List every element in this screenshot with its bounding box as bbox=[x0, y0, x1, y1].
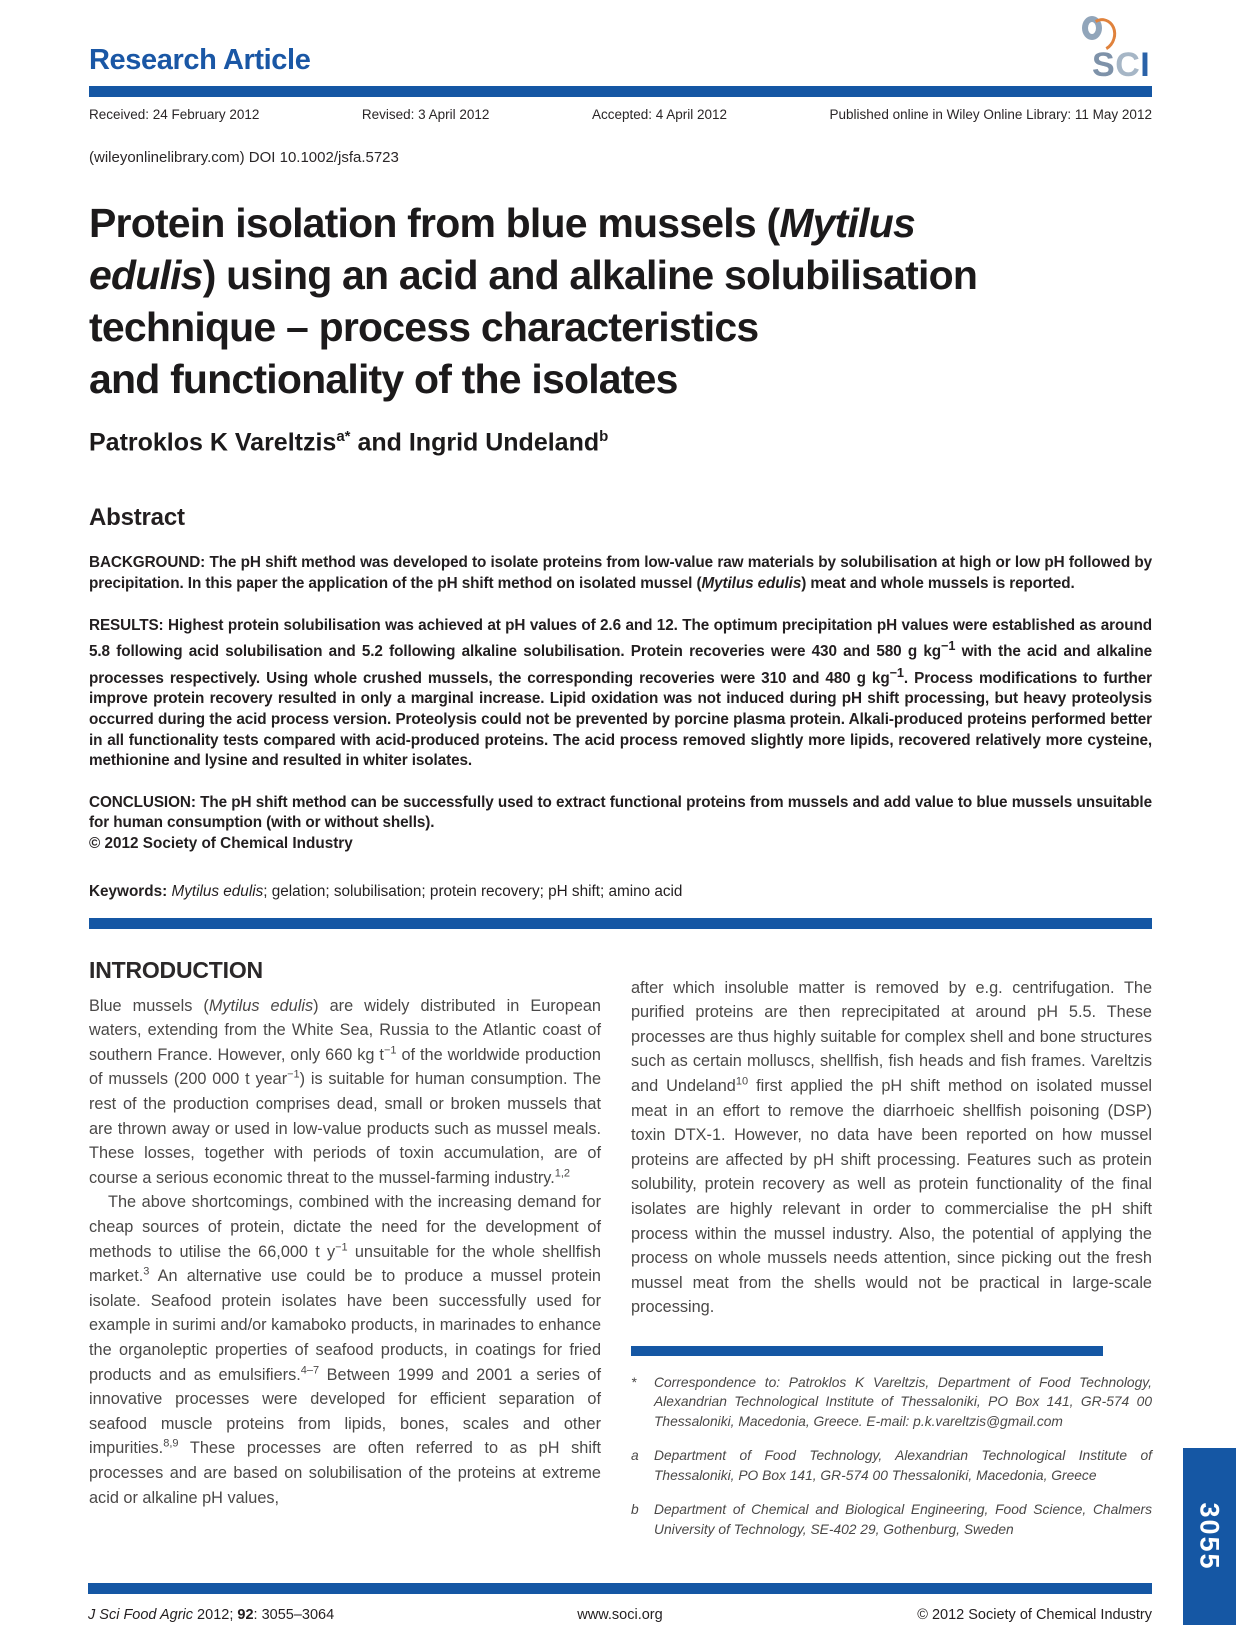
footer-row bbox=[88, 1607, 1152, 1623]
page-number: 3055 bbox=[1195, 1502, 1226, 1571]
body-columns bbox=[89, 957, 1152, 1555]
header-rule bbox=[89, 86, 1152, 97]
society-url: www.soci.org bbox=[577, 1607, 663, 1623]
footnote-rule bbox=[631, 1346, 1103, 1356]
accepted-date: Accepted: 4 April 2012 bbox=[591, 107, 728, 122]
footnote-marker: a bbox=[631, 1448, 639, 1464]
journal-citation: J Sci Food Agric 2012; 92: 3055–3064 bbox=[88, 1607, 335, 1623]
sci-logo-letter-s: S bbox=[1092, 46, 1116, 84]
footer-rule bbox=[88, 1583, 1152, 1594]
page-header bbox=[89, 0, 1152, 84]
authors-line: Patroklos K Vareltzis$^{a*}$ and Ingrid Undeland$^b$ bbox=[89, 428, 609, 457]
footnote-affiliation-a bbox=[631, 1446, 1152, 1485]
footnote-text: Correspondence to: Patroklos K Vareltzis, Department of Food Technology, Alexandrian Technological Institute of Thessaloniki, PO Box 141, GR-574 00 Thessaloniki, Macedonia, Greece. E-mail: p.k.vareltzis@gmail.com bbox=[654, 1374, 1152, 1429]
intro-paragraph-3: after which insoluble matter is removed by e.g. centrifugation. The purified proteins are then reprecipitated at around pH 5.5. These processes are thus highly suitable for complex shell and bone structures such as certain molluscs, shellfish, fish heads and fish frames. Vareltzis and Undeland$^{10}$ first applied the pH shift method on isolated mussel meat in an effort to remove the diarrhoeic shellfish poisoning (DSP) toxin DTX-1. However, no data have been reported on how mussel proteins are affected by pH shift processing. Features such as protein solubility, protein recovery as well as protein functionality of the final isolates are highly relevant in order to commercialise the pH shift process within the mussel industry. Also, the potential of applying the process on whole mussels needs attention, since picking out the fresh mussel meat from the shells would not be practical in large-scale processing. bbox=[631, 978, 1152, 1317]
intro-paragraph-1: Blue mussels (Mytilus edulis) are widely distributed in European waters, extending from the White Sea, Russia to the Atlantic coast of southern France. However, only 660 kg $t^{-1}$ of the worldwide production of mussels (200 000 t year$^{-1}$) is suitable for human consumption. The rest of the production comprises dead, small or broken mussels that are thrown away or used in low-value products such as mussel meals. These losses, together with periods of toxin accumulation, are of course a serious economic threat to the mussel-farming industry.$^{1,2}$ bbox=[89, 996, 601, 1187]
abstract-conclusion: CONCLUSION: The pH shift method can be successfully used to extract functional proteins from mussels and add value to blue mussels unsuitable for human consumption (with or without shells). bbox=[89, 793, 1152, 832]
article-title: Protein isolation from blue mussels (Mytilus edulis) using an acid and alkaline solubilisation technique – process characteristics and functionality of the isolates bbox=[89, 200, 978, 402]
footnote-affiliation-b bbox=[631, 1500, 1152, 1539]
abstract-background: BACKGROUND: The pH shift method was developed to isolate proteins from low-value raw materials by solubilisation at high or low pH followed by precipitation. In this paper the application of the pH shift method on isolated mussel (Mytilus edulis) meat and whole mussels is reported. bbox=[89, 554, 1152, 592]
sci-logo-letter-c: C bbox=[1115, 46, 1141, 84]
intro-paragraph-2: The above shortcomings, combined with the increasing demand for cheap sources of protein, dictate the need for the development of methods to utilise the 66,000 t $y^{-1}$ unsuitable for the whole shellfish market.$^3$ An alternative use could be to produce a mussel protein isolate. Seafood protein isolates have been successfully used for example in surimi and/or kamaboko products, in marinades to enhance the organoleptic properties of seafood products, in coatings for fried products and as emulsifiers.$^{4-7}$ Between 1999 and 2001 a series of innovative processes were developed for efficient separation of seafood muscle proteins from lipids, bones, scales and other impurities.$^{8,9}$ These processes are often referred to as pH shift processes and are based on solubilisation of the proteins at extreme acid or alkaline pH values, bbox=[89, 1193, 602, 1507]
dates-row bbox=[89, 107, 1152, 122]
revised-date: Revised: 3 April 2012 bbox=[361, 107, 490, 122]
footer-copyright: © 2012 Society of Chemical Industry bbox=[917, 1607, 1152, 1623]
abstract-copyright: © 2012 Society of Chemical Industry bbox=[89, 835, 353, 853]
footnote-text: Department of Chemical and Biological Engineering, Food Science, Chalmers University of Technology, SE-402 29, Gothenburg, Sweden bbox=[654, 1502, 1152, 1537]
received-date: Received: 24 February 2012 bbox=[89, 107, 260, 122]
footnote-block bbox=[631, 1346, 1152, 1540]
doi-line: (wileyonlinelibrary.com) DOI 10.1002/jsfa.5723 bbox=[89, 149, 399, 166]
footnote-correspondence bbox=[631, 1373, 1152, 1432]
abstract-results: RESULTS: Highest protein solubilisation was achieved at pH values of 2.6 and 12. The optimum precipitation pH values were established as around 5.8 following acid solubilisation and 5.2 following alkaline solubilisation. Protein recoveries were 430 and 580 g $kg^{-1}$ with the acid and alkaline processes respectively. Using whole crushed mussels, the corresponding recoveries were 310 and 480 g $kg^{-1}$. Process modifications to further improve protein recovery resulted in only a marginal increase. Lipid oxidation was not induced during pH shift processing, but heavy proteolysis occurred during the acid process version. Proteolysis could not be prevented by porcine plasma protein. Alkali-produced proteins performed better in all functionality tests compared with acid-produced proteins. The acid process removed slightly more lipids, recovered relatively more cysteine, methionine and lysine and resulted in whiter isolates. bbox=[89, 616, 1152, 770]
abstract-heading: Abstract bbox=[89, 504, 185, 532]
sci-logo bbox=[1064, 16, 1150, 90]
keywords-line: Keywords: Mytilus edulis; gelation; solubilisation; protein recovery; pH shift; amino acid bbox=[89, 882, 683, 900]
footnote-text: Department of Food Technology, Alexandrian Technological Institute of Thessaloniki, PO Box 141, GR-574 00 Thessaloniki, Macedonia, Greece bbox=[654, 1448, 1152, 1483]
page-footer bbox=[88, 1583, 1152, 1623]
right-column bbox=[631, 957, 1152, 1555]
page-number-tab bbox=[1183, 1448, 1236, 1625]
footnote-marker: * bbox=[631, 1374, 637, 1390]
left-column bbox=[89, 957, 601, 1555]
sci-logo-letter-i: I bbox=[1140, 46, 1151, 84]
keywords-rule bbox=[89, 918, 1152, 929]
footnote-marker: b bbox=[631, 1502, 639, 1518]
article-type-label: Research Article bbox=[89, 44, 311, 76]
introduction-heading: INTRODUCTION bbox=[89, 956, 263, 983]
sci-logo-ring-icon bbox=[1082, 16, 1102, 40]
published-online: Published online in Wiley Online Library: 11 May 2012 bbox=[829, 107, 1152, 122]
sci-logo-text bbox=[1092, 48, 1150, 82]
